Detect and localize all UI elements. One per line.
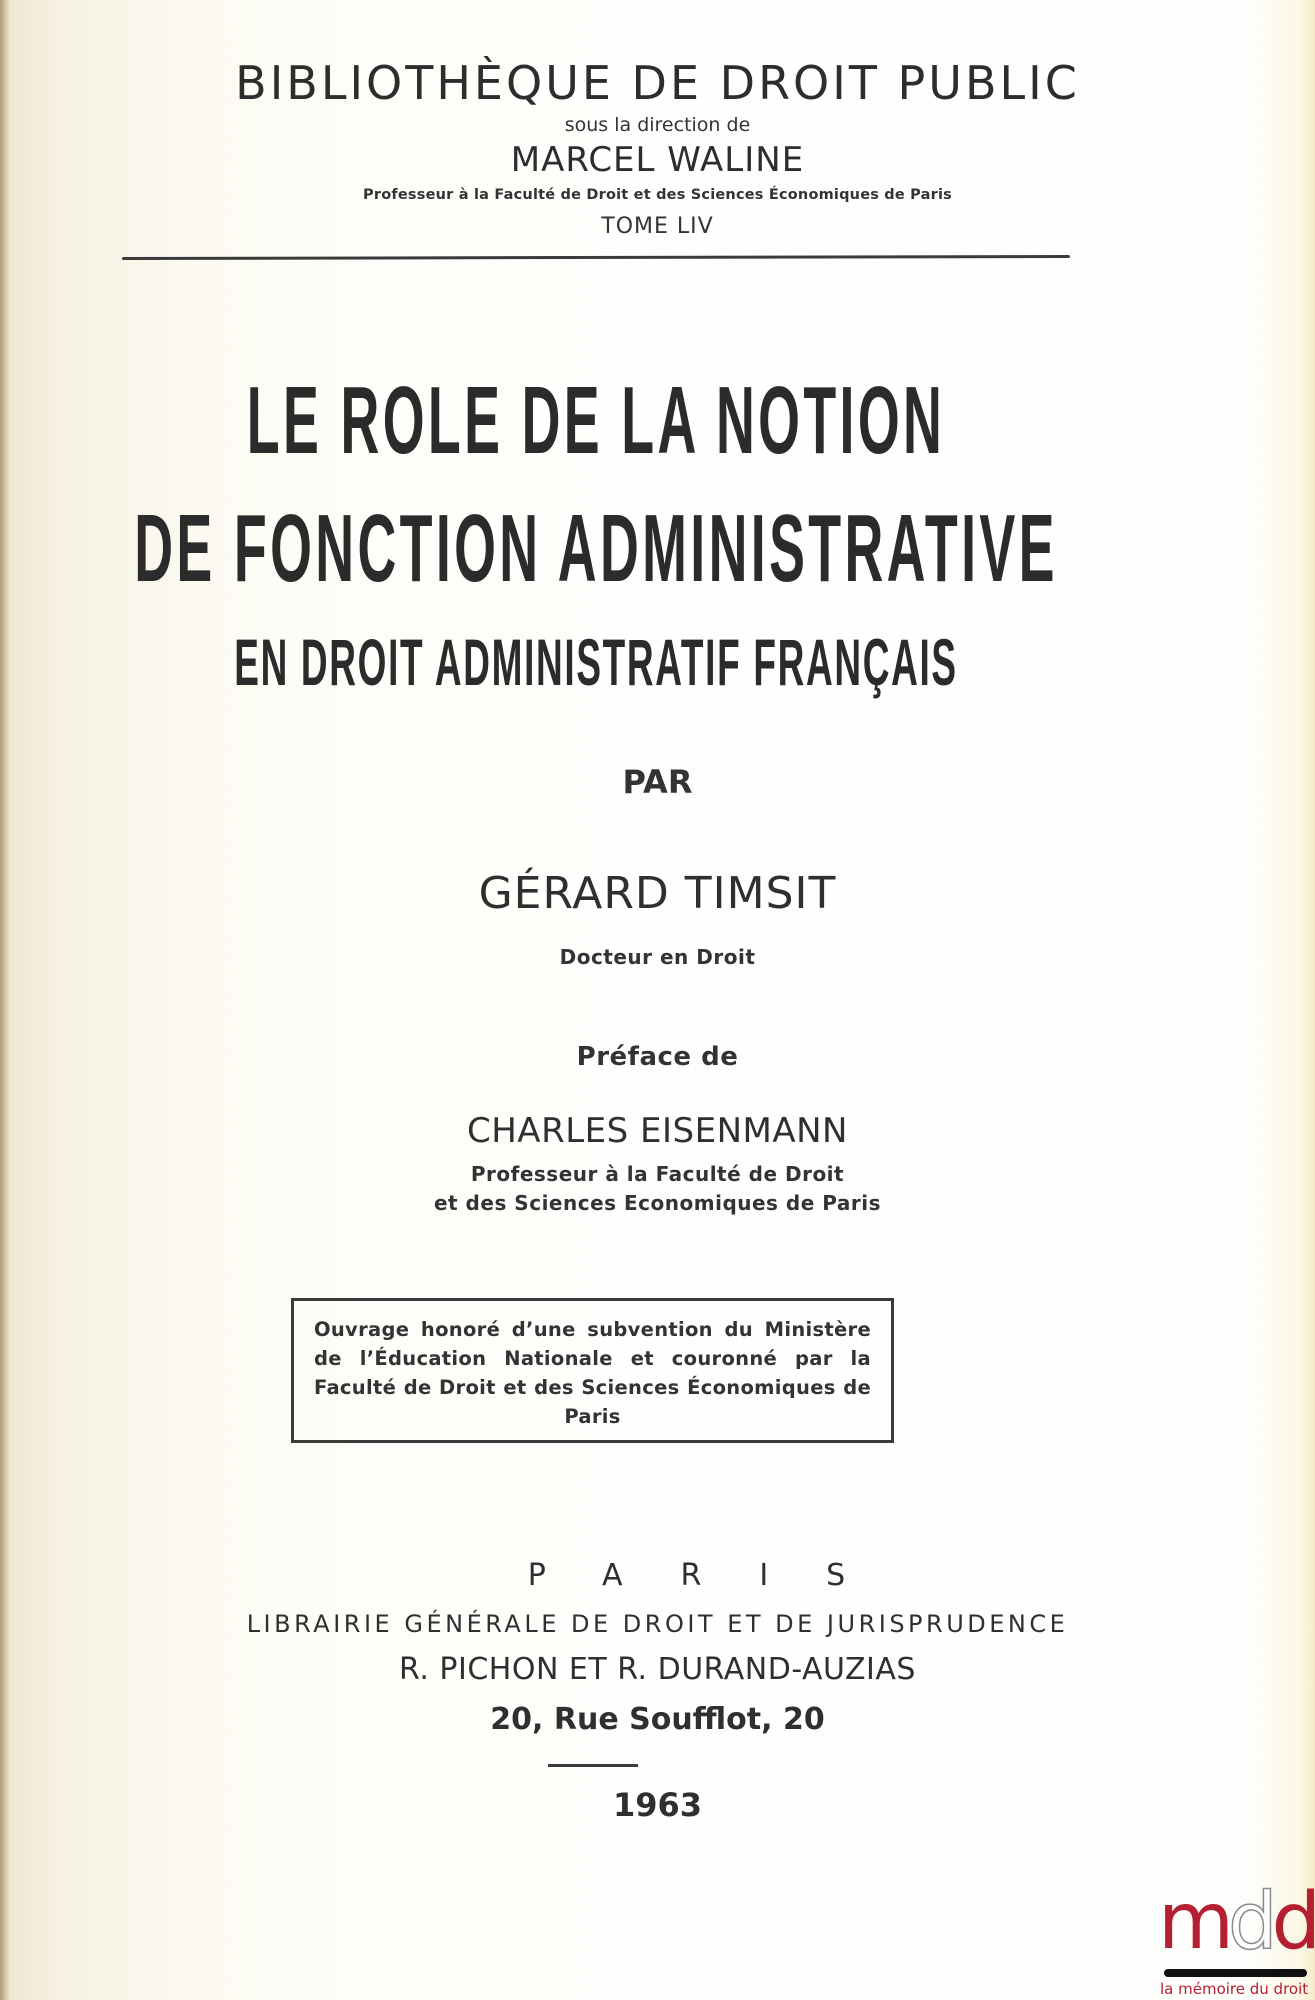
book-subtitle: EN DROIT ADMINISTRATIF FRANÇAIS: [234, 625, 958, 699]
header-rule: [122, 255, 1070, 260]
series-direction-label: sous la direction de: [564, 114, 751, 136]
mdd-logo-mark: [1158, 1877, 1315, 1967]
publisher-imprint: R. PICHON ET R. DURAND-AUZIAS: [399, 1652, 916, 1687]
series-volume: TOME LIV: [601, 214, 714, 239]
logo-letter-m: m: [1158, 1877, 1228, 1967]
by-label: PAR: [622, 763, 693, 801]
mdd-watermark-logo: [1158, 1877, 1315, 2000]
preface-author-affiliation: [0, 1160, 1315, 1218]
publisher-name: LIBRAIRIE GÉNÉRALE DE DROIT ET DE JURISPRUDENCE: [246, 1610, 1069, 1638]
preface-label: Préface de: [576, 1042, 739, 1072]
publication-year: 1963: [612, 1786, 703, 1824]
preface-affiliation-line-2: et des Sciences Economiques de Paris: [433, 1191, 882, 1215]
footer-rule: [548, 1764, 638, 1767]
logo-letter-d: d: [1271, 1877, 1315, 1967]
logo-bar: [1164, 1969, 1307, 1977]
author-degree: Docteur en Droit: [559, 945, 756, 969]
publisher-address: 20, Rue Soufflot, 20: [490, 1702, 825, 1737]
preface-affiliation-line-1: Professeur à la Faculté de Droit: [470, 1162, 845, 1186]
logo-tagline: la mémoire du droit: [1160, 1980, 1309, 1998]
series-name: BIBLIOTHÈQUE DE DROIT PUBLIC: [235, 56, 1080, 110]
book-title-line-2: DE FONCTION ADMINISTRATIVE: [134, 495, 1058, 602]
publisher-city: PARIS: [527, 1558, 904, 1593]
subsidy-notice-box: [291, 1298, 894, 1443]
book-title-line-1: LE ROLE DE LA NOTION: [246, 367, 946, 474]
subsidy-notice-text: Ouvrage honoré d’une subvention du Ministère de l’Éducation Nationale et couronné par la Faculté de Droit et des Sciences Économiques de Paris: [314, 1318, 871, 1428]
preface-author: CHARLES EISENMANN: [467, 1111, 848, 1151]
series-director: MARCEL WALINE: [510, 140, 805, 180]
author-name: GÉRARD TIMSIT: [478, 868, 837, 919]
series-director-affiliation: Professeur à la Faculté de Droit et des Sciences Économiques de Paris: [363, 187, 952, 203]
logo-letter-d-outline: d: [1227, 1877, 1272, 1967]
